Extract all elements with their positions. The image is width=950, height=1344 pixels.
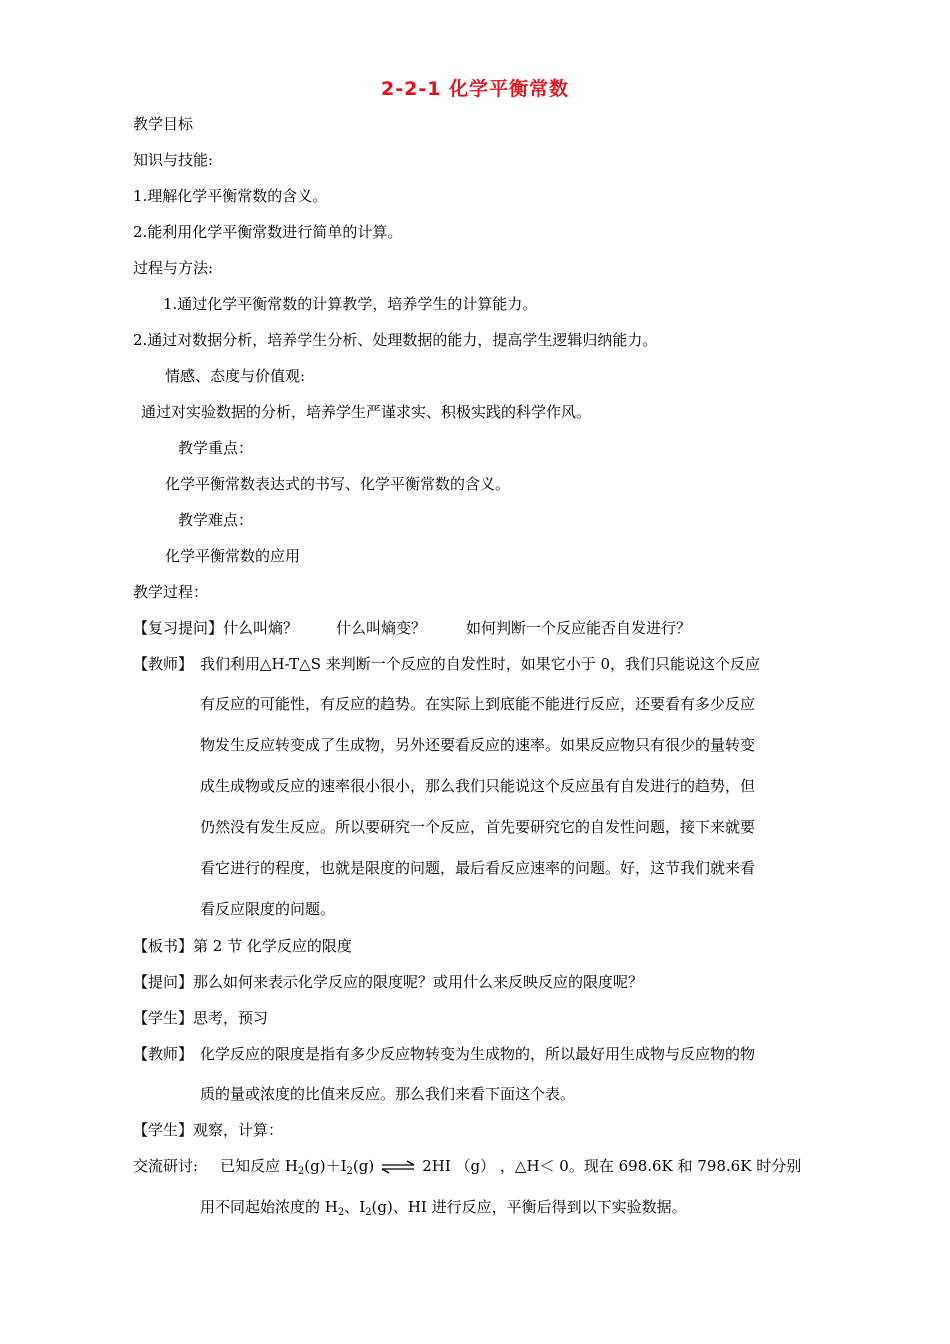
knowledge-item-2: 2.能利用化学平衡常数进行简单的计算。: [133, 223, 403, 241]
exchange-line2-b: 、I: [344, 1198, 366, 1216]
review-q1: 什么叫熵？: [223, 619, 299, 637]
teacher1-line-3: 物发生反应转变成了生成物，另外还要看反应的速率。如果反应物只有很少的量转变: [200, 736, 756, 754]
teacher2-line-1: 化学反应的限度是指有多少反应物转变为生成物的，所以最好用生成物与反应物的物: [200, 1045, 756, 1063]
teacher1-line-1: 我们利用△H-T△S 来判断一个反应的自发性时，如果它小于 0，我们只能说这个反应: [200, 655, 761, 673]
teacher1-line-6: 看它进行的程度，也就是限度的问题，最后看反应速率的问题。好，这节我们就来看: [200, 859, 756, 877]
student2-text: 观察，计算：: [193, 1121, 284, 1139]
equation-part-mid1: (g)＋I: [304, 1157, 347, 1175]
key-point-heading: 教学重点：: [178, 439, 254, 457]
knowledge-item-1: 1.理解化学平衡常数的含义。: [133, 187, 328, 205]
page-title: 2-2-1 化学平衡常数: [380, 78, 570, 100]
question-text: 那么如何来表示化学反应的限度呢？或用什么来反映反应的限度呢？: [193, 973, 644, 991]
exchange-label: 交流研讨:: [133, 1157, 199, 1175]
difficulty-text: 化学平衡常数的应用: [165, 547, 301, 565]
exchange-line-1: [133, 1156, 801, 1182]
question-row: [133, 972, 643, 992]
objectives-heading: 教学目标: [133, 115, 194, 133]
teacher2-tag: 【教师】: [133, 1045, 194, 1063]
review-q3: 如何判断一个反应能否自发进行？: [466, 619, 692, 637]
student2-tag: 【学生】: [133, 1121, 194, 1139]
student1-row: [133, 1008, 268, 1028]
i2-subscript: 2: [346, 1166, 353, 1177]
student1-tag: 【学生】: [133, 1009, 194, 1027]
h2-subscript-2: 2: [337, 1207, 345, 1218]
emotion-heading: 情感、态度与价值观:: [165, 367, 306, 385]
review-tag: 【复习提问】: [133, 619, 224, 637]
teacher1-tag: 【教师】: [133, 655, 194, 673]
equation-part-mid2: (g): [352, 1157, 375, 1175]
h2-subscript: 2: [297, 1166, 305, 1177]
board-tag: 【板书】: [133, 937, 194, 955]
board-text: 第 2 节 化学反应的限度: [193, 937, 352, 955]
student1-text: 思考，预习: [193, 1009, 269, 1027]
teacher1-line-5: 仍然没有发生反应。所以要研究一个反应，首先要研究它的自发性问题，接下来就要: [200, 818, 756, 836]
exchange-line-2: [200, 1197, 687, 1223]
board-row: [133, 936, 352, 956]
exchange-line2-c: (g)、HI 进行反应，平衡后得到以下实验数据。: [371, 1198, 687, 1216]
teaching-process-heading: 教学过程：: [133, 583, 209, 601]
process-heading: 过程与方法:: [133, 259, 214, 277]
difficulty-heading: 教学难点：: [178, 511, 254, 529]
equation-part-post: 2HI （g） ，△H＜ 0。现在 698.6K 和 798.6K 时分别: [422, 1157, 802, 1175]
review-question-row: [133, 618, 691, 638]
equation-part-pre: 已知反应 H: [220, 1157, 298, 1175]
i2-subscript-2: 2: [365, 1207, 372, 1218]
teacher1-line-2: 有反应的可能性，有反应的趋势。在实际上到底能不能进行反应，还要看有多少反应: [200, 695, 756, 713]
process-item-2: 2.通过对数据分析，培养学生分析、处理数据的能力，提高学生逻辑归纳能力。: [133, 331, 658, 349]
teacher1-line-7: 看反应限度的问题。: [200, 900, 336, 918]
student2-row: [133, 1120, 283, 1140]
emotion-item: 通过对实验数据的分析，培养学生严谨求实、积极实践的科学作风。: [141, 403, 592, 421]
teacher1-line-4: 成生成物或反应的速率很小很小，那么我们只能说这个反应虽有自发进行的趋势，但: [200, 777, 756, 795]
equilibrium-arrow-icon: [380, 1160, 416, 1174]
teacher2-line-2: 质的量或浓度的比值来反应。那么我们来看下面这个表。: [200, 1085, 576, 1103]
process-item-1: 1.通过化学平衡常数的计算教学，培养学生的计算能力。: [163, 295, 538, 313]
question-tag: 【提问】: [133, 973, 194, 991]
review-q2: 什么叫熵变？: [336, 619, 427, 637]
exchange-line2-a: 用不同起始浓度的 H: [200, 1198, 338, 1216]
knowledge-heading: 知识与技能:: [133, 151, 214, 169]
key-point-text: 化学平衡常数表达式的书写、化学平衡常数的含义。: [165, 475, 511, 493]
